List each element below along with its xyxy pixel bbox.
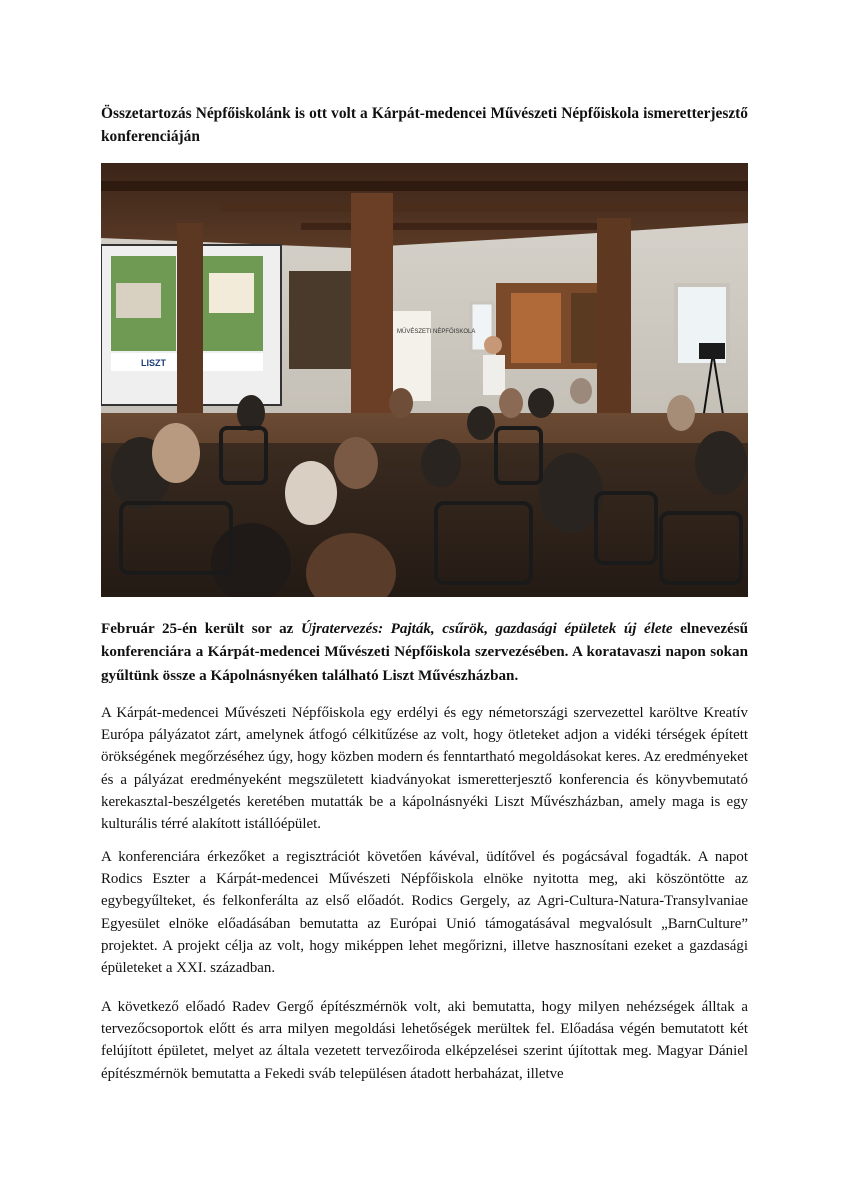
conference-photo <box>101 163 748 597</box>
article-lead <box>101 618 748 688</box>
body-paragraph-2: A konferenciára érkezőket a regisztrációt követően kávéval, üdítővel és pogácsával fogadták. A napot Rodics Eszter a Kárpát-medencei Művészeti Népfőiskola elnöke nyitotta meg, aki köszöntötte az egybegyűlteket, és felkonferálta az első előadót. Rodics Gergely, az Agri-Cultura-Natura-Transylvaniae Egyesület elnöke előadásában bemutatta az Európai Unió támogatásával megvalósult „BarnCulture” projektet. A projekt célja az volt, hogy miképpen lehet megőrizni, illetve hasznosítani ezeket a gazdasági épületeket a XXI. században. <box>101 849 748 977</box>
lead-text-start: Február 25-én került sor az <box>101 621 301 637</box>
projection-logo: LISZT <box>141 358 166 368</box>
body-paragraph-1: A Kárpát-medencei Művészeti Népfőiskola egy erdélyi és egy németországi szervezettel karöltve Kreatív Európa pályázatot zárt, amelynek átfogó célkitűzése az volt, hogy ötleteket adjon a vidéki térségek épített örökségének megőrzéséhez úgy, hogy közben modern és fenntartható megoldásokat keres. Az eredményeket és a pályázat eredményeként megszületett kiadványokat ismeretterjesztő konferencia és könyvbemutató kerekasztal-beszélgetés keretében mutatták be a kápolnásnyéki Liszt Művészházban, amely maga is egy kulturális térré alakított istállóépület. <box>101 705 748 833</box>
conference-title: Újratervezés: Pajták, csűrök, gazdasági épületek új élete <box>300 621 673 637</box>
lead-text-end: elnevezésű konferenciára a Kárpát-medencei Művészeti Népfőiskola szervezésében. A koratavaszi napon sokan gyűltünk össze a Kápolnásnyéken található Liszt Művészházban. <box>101 621 749 684</box>
banner-text: MŰVÉSZETI NÉPFŐISKOLA <box>397 329 476 335</box>
article-title: Összetartozás Népfőiskolánk is ott volt a Kárpát-medencei Művészeti Népfőiskola ismeretterjesztő konferenciáján <box>101 105 748 145</box>
body-paragraph-3: A következő előadó Radev Gergő építészmérnök volt, aki bemutatta, hogy milyen nehézségek álltak a tervezőcsoportok előtt és arra milyen megoldási lehetőségek merültek fel. Előadása végén bemutatott két felújított épületet, melyet az általa vezetett tervezőiroda elképzelései szerint újítottak meg. Magyar Dániel építészmérnök bemutatta a Fekedi sváb településen átadott herbaházat, illetve <box>101 999 748 1082</box>
